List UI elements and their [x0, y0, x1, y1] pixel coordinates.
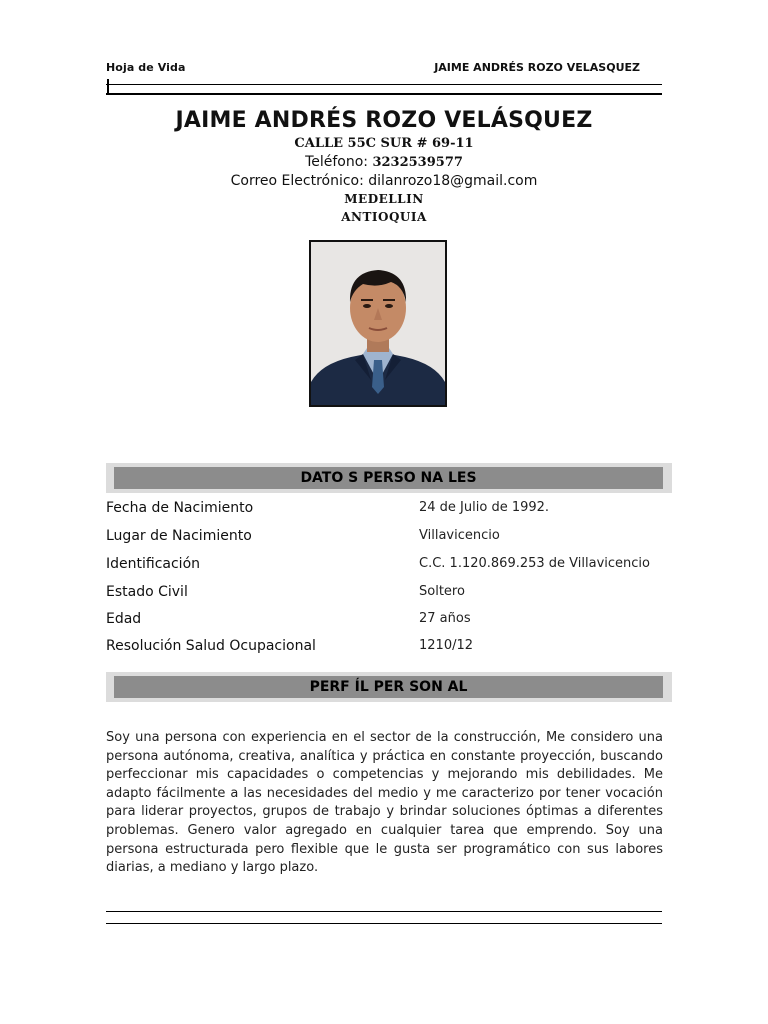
data-row-civil-status	[106, 584, 666, 606]
candidate-region: ANTIOQUIA	[341, 210, 427, 224]
data-value: 24 de Julio de 1992.	[419, 500, 550, 515]
section-title-profile: PERF ÍL PER SON AL	[309, 679, 468, 695]
data-label: Estado Civil	[106, 584, 188, 600]
candidate-city: MEDELLIN	[344, 192, 424, 206]
header-rule-thick	[106, 93, 662, 95]
footer-rule-bottom	[106, 923, 662, 924]
data-value: 27 años	[419, 611, 471, 626]
data-value: 1210/12	[419, 638, 474, 653]
data-value: Villavicencio	[419, 528, 500, 543]
data-row-occupational-health	[106, 638, 666, 660]
header-person-name: JAIME ANDRÉS ROZO VELASQUEZ	[434, 61, 640, 74]
data-label: Resolución Salud Ocupacional	[106, 638, 316, 654]
candidate-photo	[309, 240, 447, 407]
phone-number: 3232539577	[372, 155, 463, 170]
phone-label: Teléfono:	[305, 154, 373, 170]
header-rule-thin	[106, 84, 662, 85]
data-label: Identificación	[106, 556, 201, 572]
section-title-personal: DATO S PERSO NA LES	[300, 470, 477, 486]
data-row-birth-date	[106, 500, 666, 522]
header-doc-type: Hoja de Vida	[106, 61, 186, 74]
data-row-age	[106, 611, 666, 633]
data-value: Soltero	[419, 584, 465, 599]
header-tick-mark	[107, 79, 109, 93]
data-label: Edad	[106, 611, 142, 627]
candidate-address: CALLE 55C SUR # 69-11	[294, 136, 474, 151]
data-label: Fecha de Nacimiento	[106, 500, 254, 516]
data-value: C.C. 1.120.869.253 de Villavicencio	[419, 556, 650, 571]
candidate-phone	[0, 154, 768, 170]
candidate-name: JAIME ANDRÉS ROZO VELÁSQUEZ	[175, 108, 593, 133]
data-label: Lugar de Nacimiento	[106, 528, 252, 544]
candidate-email: Correo Electrónico: dilanrozo18@gmail.com	[230, 173, 538, 189]
profile-paragraph: Soy una persona con experiencia en el sector de la construcción, Me considero una persona autónoma, creativa, analítica y práctica en constante proyección, buscando perfeccionar mis capacidades o competencias y mejorando mis debilidades. Me adapto fácilmente a las necesidades del medio y me caracterizo por tener vocación para liderar proyectos, grupos de trabajo y brindar soluciones óptimas a diferentes problemas. Genero valor agregado en cualquier tarea que emprendo. Soy una persona estructurada pero flexible que le gusta ser programático con sus labores diarias, a mediano y largo plazo.	[106, 730, 663, 876]
footer-rule-top	[106, 911, 662, 912]
data-row-identification	[106, 556, 666, 578]
data-row-birth-place	[106, 528, 666, 550]
portrait-illustration	[311, 242, 445, 405]
